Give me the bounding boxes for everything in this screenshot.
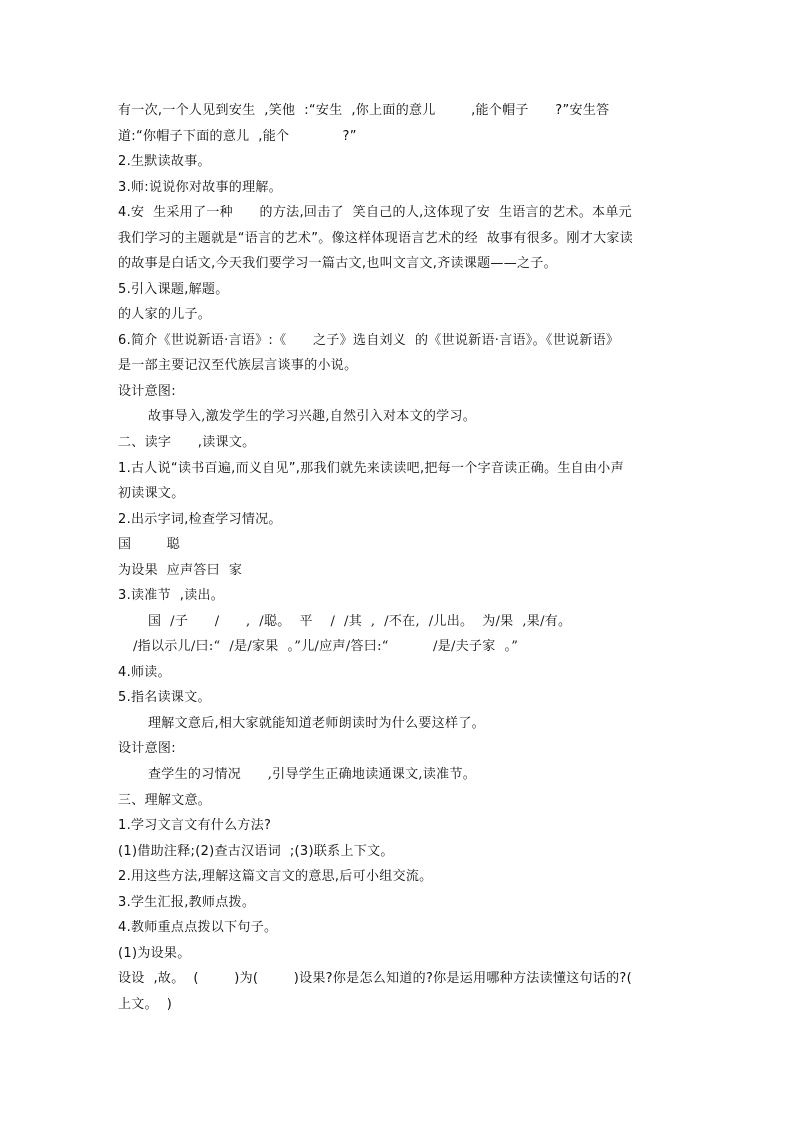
step-teacher-question: 3.师:说说你对故事的理解。	[118, 180, 282, 195]
paragraph-line-3: 的故事是白话文,今天我们要学习一篇古文,也叫文言文,齐读课题——之子。	[118, 256, 557, 271]
word-list-line-1: 国 聪	[118, 537, 181, 552]
step-show-words: 2.出示字词,检查学习情况。	[118, 512, 282, 527]
reading-step-line-2: 初读课文。	[118, 486, 185, 501]
section-heading-reading: 二、读字 ,读课文。	[118, 435, 256, 450]
step-apply-methods: 2.用这些方法,理解这篇文言文的意思,后可小组交流。	[118, 869, 433, 884]
step-key-sentences: 4.教师重点点拨以下句子。	[118, 920, 278, 935]
sentence-1-question: 设设 ,故。 ( )为( )设果?你是怎么知道的?你是运用哪种方法读懂这句话的?(	[118, 971, 632, 986]
story-line-2: 道:“你帽子下面的意儿 ,能个 ?”	[118, 129, 357, 144]
reading-step-line-1: 1.古人说“读书百遍,而义自见”,那我们就先来读读吧,把每一个字音读正确。生自由小声	[118, 461, 624, 476]
section-heading-meaning: 三、理解文意。	[118, 793, 212, 808]
paragraph-line-1: 4.安 生采用了一种 的方法,回击了 笑自己的人,这体现了安 生语言的艺术。本单元	[118, 205, 632, 220]
word-list-line-2: 为设果 应声答曰 家	[118, 563, 243, 578]
story-line-1: 有一次,一个人见到安生 ,笑他 :“安生 ,你上面的意儿 ,能个帽子 ?”安生答	[118, 103, 610, 118]
sentence-1: (1)为设果。	[118, 946, 191, 961]
design-intent-text: 故事导入,激发学生的学习兴趣,自然引入对本文的学习。	[148, 409, 477, 424]
book-intro-line-2: 是一部主要记汉至代族层言谈事的小说。	[118, 358, 358, 373]
sentence-1-answer: 上文。 )	[118, 997, 173, 1012]
methods-list: (1)借助注释;(2)查古汉语词 ;(3)联系上下文。	[118, 844, 394, 859]
rhythm-line-2: /指以示儿/曰:“ /是/家果 。”儿/应声/答曰:“ /是/夫子家 。”	[133, 639, 519, 654]
rhythm-line-1: 国 /子 / , /聪。 平 / /其 , /不在, /儿出。 为/果 ,果/有。	[148, 614, 572, 629]
step-silent-reading: 2.生默读故事。	[118, 154, 211, 169]
design-intent-heading-2: 设计意图:	[118, 741, 176, 756]
design-intent-text-2: 查学生的习情况 ,引导学生正确地读通课文,读准节。	[148, 767, 477, 782]
design-intent-heading: 设计意图:	[118, 384, 176, 399]
paragraph-line-2: 我们学习的主题就是“语言的艺术”。像这样体现语言艺术的经 故事有很多。刚才大家读	[118, 231, 634, 246]
step-introduce-title: 5.引入课题,解题。	[118, 282, 229, 297]
question-methods: 1.学习文言文有什么方法?	[118, 818, 272, 833]
step-students-read: 5.指名读课文。	[118, 690, 211, 705]
step-rhythm: 3.读准节 ,读出。	[118, 588, 225, 603]
book-intro-line-1: 6.简介《世说新语·言语》:《 之子》选自刘义 的《世说新语·言语》。《世说新语》	[118, 333, 620, 348]
step-teacher-reads: 4.师读。	[118, 665, 171, 680]
understanding-note: 理解文意后,相大家就能知道老师朗读时为什么要这样了。	[148, 716, 485, 731]
step-report: 3.学生汇报,教师点拨。	[118, 895, 256, 910]
title-explanation: 的人家的儿子。	[118, 307, 212, 322]
